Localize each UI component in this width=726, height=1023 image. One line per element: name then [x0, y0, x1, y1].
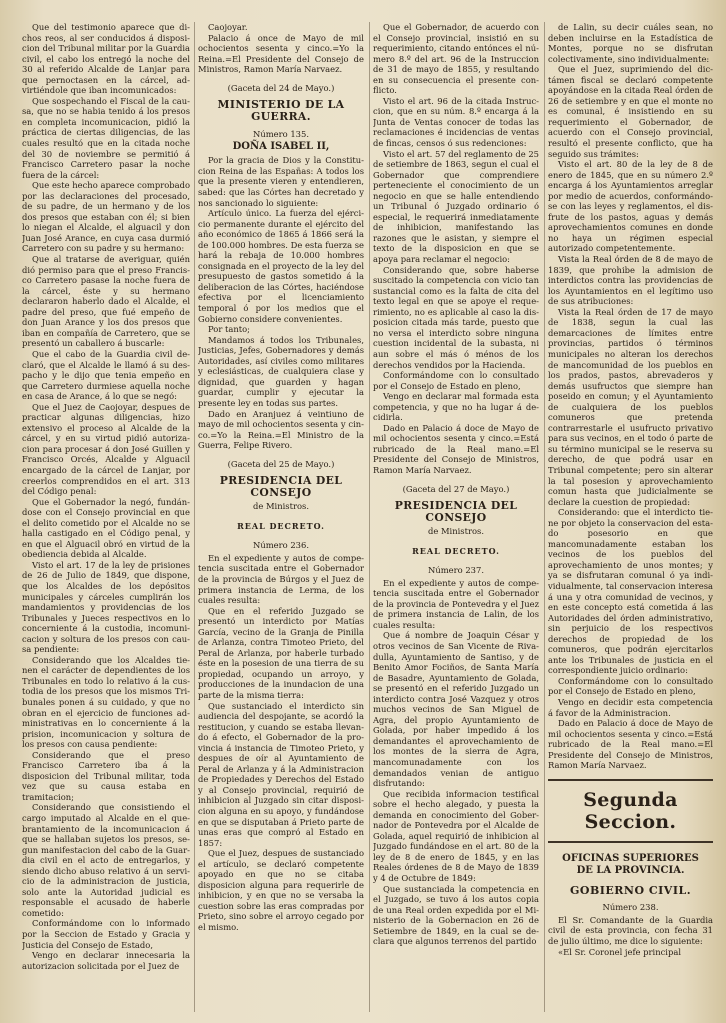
column-3 — [373, 22, 539, 1017]
decree-number: Número 135. — [253, 129, 309, 140]
article-paragraph: Visto el art. 17 de la ley de prisiones de 26 de Julio de 1849, que dispone, que los Alcaldes de los depósitos municipales y cárceles cumplirán los mandamientos y providencias de los Tribunales y Jueces respectivos en lo concerniente á la custodia, incomunicacion y soltura de los presos con causa pendiente: — [22, 559, 190, 655]
article-paragraph: Que el Juez, despues de sustanciado el artículo, se declaró competente apoyado en que no se citaba disposicion alguna para requerirle de inhibicion, y en que no se versaba la cuestion sobre las eras compradas por Prieto, sino sobre el arroyo cegado por el mismo. — [198, 848, 364, 933]
article-paragraph: Vengo en declarar innecesaria la autorizacion solicitada por el Juez de — [22, 950, 190, 971]
article-paragraph: Dado en Aranjuez á veintiuno de mayo de mil ochocientos sesenta y cinco.=Yo la Reina.=El Ministro de la Guerra, Felipe Rivero. — [198, 408, 364, 451]
article-paragraph: Que el Gobernador la negó, fundándose con el Consejo provincial en que el delito cometido por el Alcalde no se halla castigado en el Código penal, y en que el Alguacil obró en virtud de la obediencia debida al Alcalde. — [22, 496, 190, 560]
article-paragraph: Que este hecho aparece comprobado por las declaraciones del procesado, de su padre, de un hermano y de los dos presos que estaban con él; si bien lo niegan el Alcalde, el alguacil y don Juan José Arance, en cuya casa durmió Carretero con su padre y su hermano: — [22, 180, 190, 254]
article-paragraph: Que sospechando el Fiscal de la causa, que no se habia tenido á los presos en completa incomunicacion, pidió la práctica de ciertas diligencias, de las cuales resultó que en la citada noche del 30 de noviembre se permitió á Francisco Carretero pasar la noche fuera de la cárcel: — [22, 95, 190, 180]
gobierno-civil-heading: GOBIERNO CIVIL. — [569, 883, 692, 897]
article-paragraph: de Lalin, su decir cuáles sean, no deben incluirse en la Estadística de Montes, porque no se disfrutan colectivamente, sino individualmente: — [548, 22, 713, 64]
article-paragraph: Que del testimonio aparece que dichos reos, al ser conducidos á disposicion del Tribunal militar por la Guardia civil, el cabo los entregó la noche del 30 al referido Alcalde de Lanjar para que pernoctasen en la cárcel, advirtiéndole que iban incomunicados: — [22, 22, 190, 96]
section-heading: PRESIDENCIA DEL CONSEJO — [219, 474, 343, 500]
article-paragraph: Que al tratarse de averiguar, quién dió permiso para que el preso Francisco Carretero pasase la noche fuera de la cárcel, éste y su hermano declararon haberlo dado el Alcalde, el padre del preso, que fué empeño de don Juan Arance y los dos presos que iban en compañía de Carretero, que se presentó un caballero á buscarle: — [22, 254, 190, 349]
article-paragraph: Por la gracia de Dios y la Constitucion Reina de las Españas: A todos los que la presente vieren y entendieren, sabed: que las Córtes han decretado y nos sancionado lo siguiente: — [198, 155, 364, 208]
article-paragraph: Dado en Palacio á doce de Mayo de mil ochocientos sesenta y cinco.=Está rubricado de la Real mano.=El Presidente del Consejo de Ministros, Ramon María Narvaez. — [548, 718, 713, 771]
article-paragraph: Conformándome con lo informado por la Seccion de Estado y Gracia y Justicia del Consejo de Estado, — [22, 918, 190, 950]
article-paragraph: Por tanto; — [208, 324, 250, 335]
section-subheading: de Ministros. — [253, 501, 309, 512]
article-paragraph: Que sustanciado el interdicto sin audiencia del despojante, se acordó la restitucion, y cuando se estaba llevando á efecto, el Gobernador de la provincia á instancia de Timoteo Prieto, y despues de oír al Ayuntamiento de Peral de Arlanza y á la Administracion de Propiedades y Derechos del Estado y al Consejo provincial, requirió de inhibicion al Juzgado sin citar disposicion alguna en su apoyo, y fundándose en que se disputaban á Prieto parte de unas eras que compró al Estado en 1857: — [198, 700, 364, 848]
article-paragraph: Conformándome con lo consultado por el Consejo de Estado en pleno, — [548, 675, 713, 697]
column-rule — [369, 22, 370, 1012]
decree-number: Número 237. — [428, 565, 484, 576]
article-paragraph: Que el Gobernador, de acuerdo con el Consejo provincial, insistió en su requerimiento, citando entónces el número 8.º del art. 96 de la Instruccion de 31 de mayo de 1855, y resultando en su consecuencia el presente conflicto. — [373, 22, 539, 96]
article-paragraph: Vista la Real órden de 8 de mayo de 1839, que prohibe la admision de interdictos contra las providencias de los Ayuntamientos en el legítimo uso de sus atribuciones: — [548, 254, 713, 307]
article-paragraph: Que el cabo de la Guardia civil declaró, que el Alcalde le llamó á su despacho y le dijo que tenia empeño en que Carretero durmiese aquella noche en casa de Arance, á lo que se negó: — [22, 348, 190, 402]
article-paragraph: Mandamos á todos los Tribunales, Justicias, Jefes, Gobernadores y demás Autoridades, así civiles como militares y eclesiásticas, de cualquiera clase y dignidad, que guarden y hagan guardar, cumplir y ejecutar la presente ley en todas sus partes. — [198, 334, 364, 408]
article-paragraph: Vengo en decidir esta competencia á favor de la Administracion. — [548, 697, 713, 718]
article-paragraph: Que á nombre de Joaquin César y otros vecinos de San Vicente de Rivadulla, Ayuntamiento de Santiso, y de Benito Amor Fociños, de Santa María de Basadre, Ayuntamiento de Golada, se presentó en el referido Juzgado un interdicto contra José Vazquez y otros muchos vecinos de San Miguel de Agra, del propio Ayuntamiento de Golada, por haber impedido á los demandantes el aprovechamiento de los montes de la sierra de Agra, mancomunadamente con los demandados venian de antiguo disfrutando: — [373, 630, 539, 789]
real-decreto-heading: REAL DECRETO. — [412, 545, 500, 556]
article-paragraph: Considerando que consistiendo el cargo imputado al Alcalde en el quebrantamiento de la incomunicacion á que se hallaban sujetos los presos, segun manifestacion del cabo de la Guardia civil en el acto de entregarlos, y siendo dicho abuso relativo á un servicio de la administracion de justicia, solo ante la Autoridad judicial es responsable el acusado de haberle cometido: — [22, 802, 190, 918]
real-decreto-heading: REAL DECRETO. — [237, 520, 325, 531]
gaceta-date-line: (Gaceta del 24 de Mayo.) — [227, 82, 335, 93]
article-paragraph: Artículo único. La fuerza del ejércicio permanente durante el ejército del año económico de 1865 á 1866 será la de 100.000 hombres. De esta fuerza se hará la rebaja de 10.000 hombres consignada en el proyecto de la ley del presupuesto de gastos sometido á la deliberacion de las Córtes, haciéndose efectiva por el licenciamiento temporal ó por los medios que el Gobierno considere convenientes. — [198, 208, 364, 324]
article-paragraph: Considerando: que el interdicto tiene por objeto la conservacion del estado posesorio en que mancomunadamente estaban los vecinos de los pueblos del aprovechamiento de unos montes; y ya se disfrutaran comunal ó ya individualmente, tal conservacion interesa á una y otra comunidad de vecinos, y en este concepto está cometida á las Autoridades del órden administrativo, sin perjuicio de los respectivos derechos de propiedad de los comuneros, que podrán ejercitarlos ante los Tribunales de justicia en el correspondiente juicio ordinario: — [548, 507, 713, 676]
article-paragraph: Palacio á once de Mayo de mil ochocientos sesenta y cinco.=Yo la Reina.=El Presidente del Consejo de Ministros, Ramon María Narvaez. — [198, 32, 364, 75]
article-paragraph: Caojoyar. — [208, 22, 248, 32]
column-rule — [544, 22, 545, 1012]
article-paragraph: En el expediente y autos de competencia suscitada entre el Gobernador de la provincia de Pontevedra y el Juez de primera instancia de Lalin, de los cuales resulta: — [373, 577, 539, 630]
gaceta-date-line: (Gaceta del 27 de Mayo.) — [402, 483, 510, 494]
article-paragraph: Que el Juez, suprimiendo del dictámen fiscal se declaró competente apoyándose en la citada Real órden de 26 de setiembre y en que el monte no es comunal, é insistiendo en su requerimiento el Gobernador, de acuerdo con el Consejo provincial, resultó el presente conflicto, que ha seguido sus trámites: — [548, 64, 713, 159]
column-4 — [548, 22, 713, 1017]
article-paragraph: Visto el art. 80 de la ley de 8 de enero de 1845, que en su número 2.º encarga á los Ayuntamientos arreglar por medio de acuerdos, conformándose con las leyes y reglamentos, el disfrute de los pastos, aguas y demás aprovechamientos comunes en donde no haya un régimen especial autorizado competentemente. — [548, 159, 713, 254]
oficinas-heading: OFICINAS SUPERIORES DE LA PROVINCIA. — [562, 852, 699, 876]
column-1 — [22, 22, 190, 1017]
column-rule — [194, 22, 195, 1012]
article-paragraph: En el expediente y autos de competencia suscitada entre el Gobernador de la provincia de Búrgos y el Juez de primera instancia de Lerma, de los cuales resulta: — [198, 552, 364, 606]
column-2 — [198, 22, 364, 1017]
segunda-seccion-heading: Segunda Seccion. — [548, 779, 713, 843]
article-paragraph: Considerando que los Alcaldes tienen el carácter de dependientes de los Tribunales en todo lo relativo á la custodia de los presos que los mismos Tribunales ponen á su cuidado, y que no obran en el ejercicio de funciones administrativas en lo concerniente á la prision, incomunicacion y soltura de los presos con causa pendiente: — [22, 654, 190, 750]
article-paragraph: Visto el art. 57 del reglamento de 25 de setiembre de 1863, segun el cual el Gobernador que comprendiere perteneciente el conocimiento de un negocio en que se halle entendiendo un Tribunal ó Juzgado ordinario ó especial, le requerirá inmediatamente de inhibicion, manifestando las razones que le asistan, y siempre el texto de la disposicion en que se apoya para reclamar el negocio: — [373, 148, 539, 265]
sovereign-heading: DOÑA ISABEL II, — [232, 140, 330, 152]
article-paragraph: Que sustanciada la competencia en el Juzgado, se tuvo á los autos copia de una Real orden expedida por el Ministerio de la Gobernacion en 26 de Setiembre de 1849, en la cual se declara que algunos terrenos del partido — [373, 883, 539, 947]
section-subheading: de Ministros. — [428, 526, 484, 537]
decree-number: Número 238. — [602, 902, 659, 913]
article-paragraph: Que recibida informacion testifical sobre el hecho alegado, y puesta la demanda en conocimiento del Gobernador de Pontevedra por el Alcalde de Golada, aquel requirió de inhibicion al Juzgado fundándose en el art. 80 de la ley de 8 de enero de 1845, y en las Reales órdenes de 8 de Mayo de 1839 y 4 de Octubre de 1849: — [373, 788, 539, 884]
article-paragraph: El Sr. Comandante de la Guardia civil de esta provincia, con fecha 31 de julio último, me dice lo siguiente: — [548, 914, 713, 947]
gaceta-date-line: (Gaceta del 25 de Mayo.) — [227, 458, 335, 469]
article-paragraph: Vista la Real órden de 17 de mayo de 1838, segun la cual las demarcaciones de límites entre provincias, partidos ó términos municipales no alteran los derechos de mancomunidad de los pueblos en los prados, pastos, abrevaderos y demás usufructos que siempre han poseido en comun; y el Ayuntamiento de cualquiera de los pueblos comuneros que pretenda contrarrestarle el usufructo privativo para sus vecinos, en el todo ó parte de su término municipal se le reserva su derecho, de que podrá usar en Tribunal competente; pero sin alterar la tal posesion y aprovechamiento comun hasta que judicialmente se declare la cuestion de propiedad: — [548, 306, 713, 507]
article-paragraph: Considerando que el preso Francisco Carretero iba á la disposicion del Tribunal militar, toda vez que su causa estaba en tramitacion; — [22, 749, 190, 802]
section-heading: MINISTERIO DE LA GUERRA. — [217, 98, 345, 124]
article-paragraph: Que el Juez de Caojoyar, despues de practicar algunas diligencias, hizo extensivo el proceso al Alcalde de la cárcel, y en su virtud pidió autorizacion para procesar á don José Guillen y Francisco Orcés, Alcalde y Alguacil encargado de la cárcel de Lanjar, por creerlos comprendidos en el art. 313 del Código penal: — [22, 401, 190, 497]
article-paragraph: «El Sr. Coronel jefe principal — [558, 946, 682, 957]
section-heading: PRESIDENCIA DEL CONSEJO — [394, 499, 518, 525]
article-paragraph: Vengo en declarar mal formada esta competencia, y que no ha lugar á decidirla. — [373, 391, 539, 423]
article-paragraph: Conformándome con lo consultado por el Consejo de Estado en pleno, — [373, 370, 539, 391]
article-paragraph: Que en el referido Juzgado se presentó un interdicto por Matías García, vecino de la Granja de Pinilla de Arlanza, contra Timoteo Prieto, del Peral de Arlanza, por haberle turbado éste en la posesion de una tierra de su propiedad, ocupando un arroyo, y producciones de la inundacion de una parte de la misma tierra: — [198, 605, 364, 700]
article-paragraph: Dado en Palacio á doce de Mayo de mil ochocientos sesenta y cinco.=Está rubricado de la Real mano.=El Presidente del Consejo de Ministros, Ramon María Narvaez. — [373, 422, 539, 475]
article-paragraph: Visto el art. 96 de la citada Instruccion, que en su núm. 8.º encarga á la Junta de Ventas conocer de todas las reclamaciones é incidencias de ventas de fincas, censos ó sus redenciones: — [373, 95, 539, 149]
article-paragraph: Considerando que, sobre haberse suscitado la competencia con vicio tan sustancial como es la falta de cita del texto legal en que se apoye el requerimiento, no es aplicable al caso la disposicion citada más tarde, puesto que no versa el interdicto sobre ninguna cuestion incidental de la subasta, ni aun sobre el más ó ménos de los derechos vendidos por la Hacienda. — [373, 264, 539, 370]
decree-number: Número 236. — [253, 540, 309, 551]
